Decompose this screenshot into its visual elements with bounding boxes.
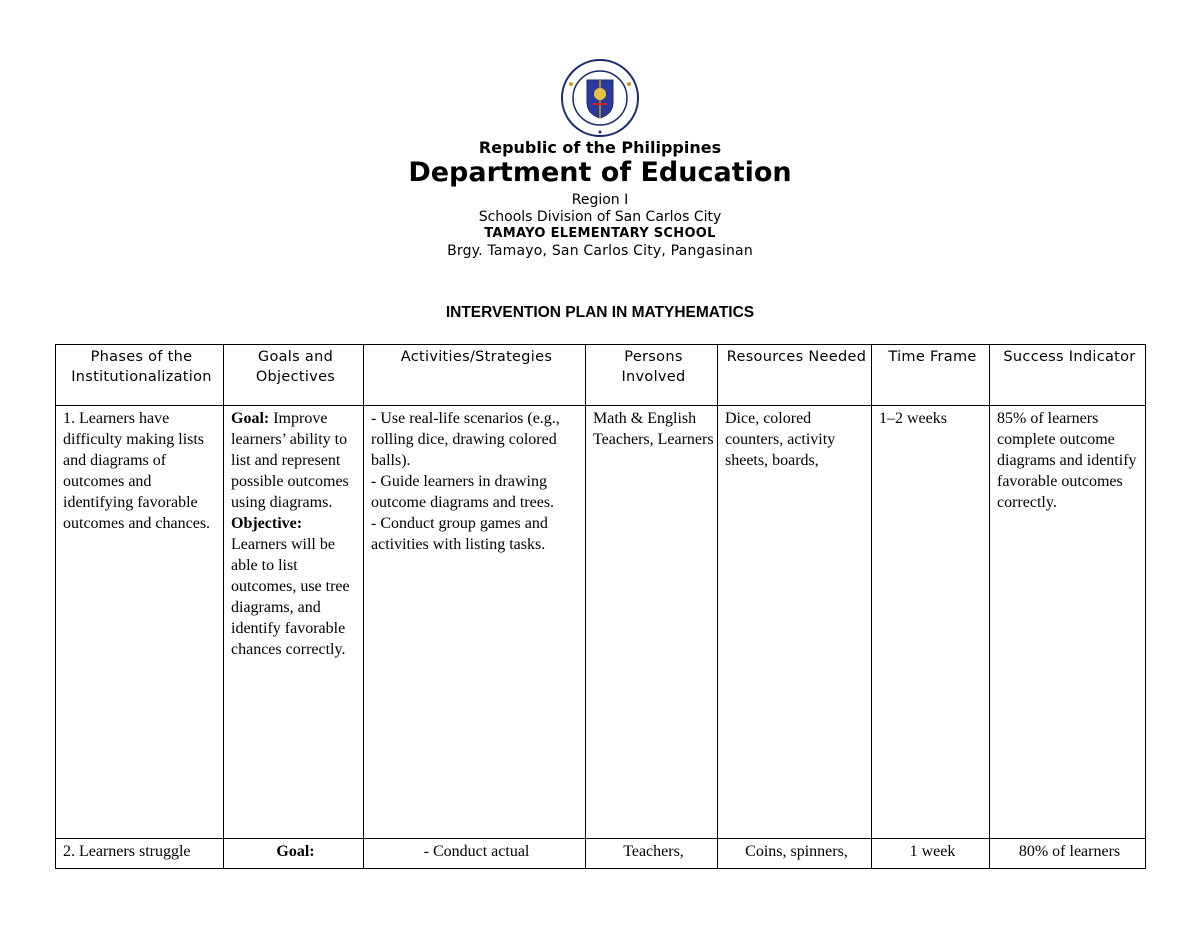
objective-text: Learners will be able to list outcomes, use tree diagrams, and identify favorable chances correctly.: [231, 536, 350, 658]
document-title: INTERVENTION PLAN IN MATYHEMATICS: [445, 304, 755, 321]
table-row: [56, 406, 1146, 839]
column-header: Resources Needed: [718, 345, 872, 406]
indicator-cell: 80% of learners: [990, 839, 1146, 869]
header-region: Region I: [571, 192, 629, 208]
goals-cell: [224, 406, 364, 839]
column-header: Activities/Strategies: [364, 345, 586, 406]
persons-cell: Math & English Teachers, Learners: [586, 406, 718, 839]
table-row: [56, 839, 1146, 869]
column-header: Phases of the Institutionalization: [56, 345, 224, 406]
deped-seal: [557, 58, 643, 138]
column-header: Time Frame: [872, 345, 990, 406]
header-republic: Republic of the Philippines: [478, 138, 722, 157]
goal-label: Goal:: [231, 410, 270, 427]
goals-cell: [224, 839, 364, 869]
header-address: Brgy. Tamayo, San Carlos City, Pangasinan: [447, 243, 753, 259]
resources-cell: Dice, colored counters, activity sheets, boards,: [718, 406, 872, 839]
goal-label: Goal:: [276, 843, 315, 860]
intervention-plan-table: [55, 344, 1146, 869]
deped-seal-icon: [557, 58, 643, 138]
column-header: Goals and Objectives: [224, 345, 364, 406]
phase-cell: 1. Learners have difficulty making lists and diagrams of outcomes and identifying favorable outcomes and chances.: [56, 406, 224, 839]
header-division: Schools Division of San Carlos City: [478, 209, 722, 225]
indicator-cell: 85% of learners complete outcome diagrams and identify favorable outcomes correctly.: [990, 406, 1146, 839]
persons-cell: Teachers,: [586, 839, 718, 869]
activity-item: - Conduct group games and activities with listing tasks.: [371, 515, 548, 553]
objective-label: Objective:: [231, 515, 303, 532]
header-school: TAMAYO ELEMENTARY SCHOOL: [484, 226, 716, 241]
activity-item: - Guide learners in drawing outcome diagrams and trees.: [371, 473, 555, 511]
table-header-row: [56, 345, 1146, 406]
column-header: Persons Involved: [586, 345, 718, 406]
activities-cell: [364, 406, 586, 839]
phase-cell: 2. Learners struggle: [56, 839, 224, 869]
time-frame-cell: 1 week: [872, 839, 990, 869]
activities-cell: - Conduct actual: [364, 839, 586, 869]
resources-cell: Coins, spinners,: [718, 839, 872, 869]
activity-item: - Use real-life scenarios (e.g., rolling dice, drawing colored balls).: [371, 410, 560, 469]
time-frame-cell: 1–2 weeks: [872, 406, 990, 839]
column-header: Success Indicator: [990, 345, 1146, 406]
goal-text: Improve learners’ ability to list and represent possible outcomes using diagrams.: [231, 410, 349, 511]
header-department: Department of Education: [408, 157, 792, 188]
